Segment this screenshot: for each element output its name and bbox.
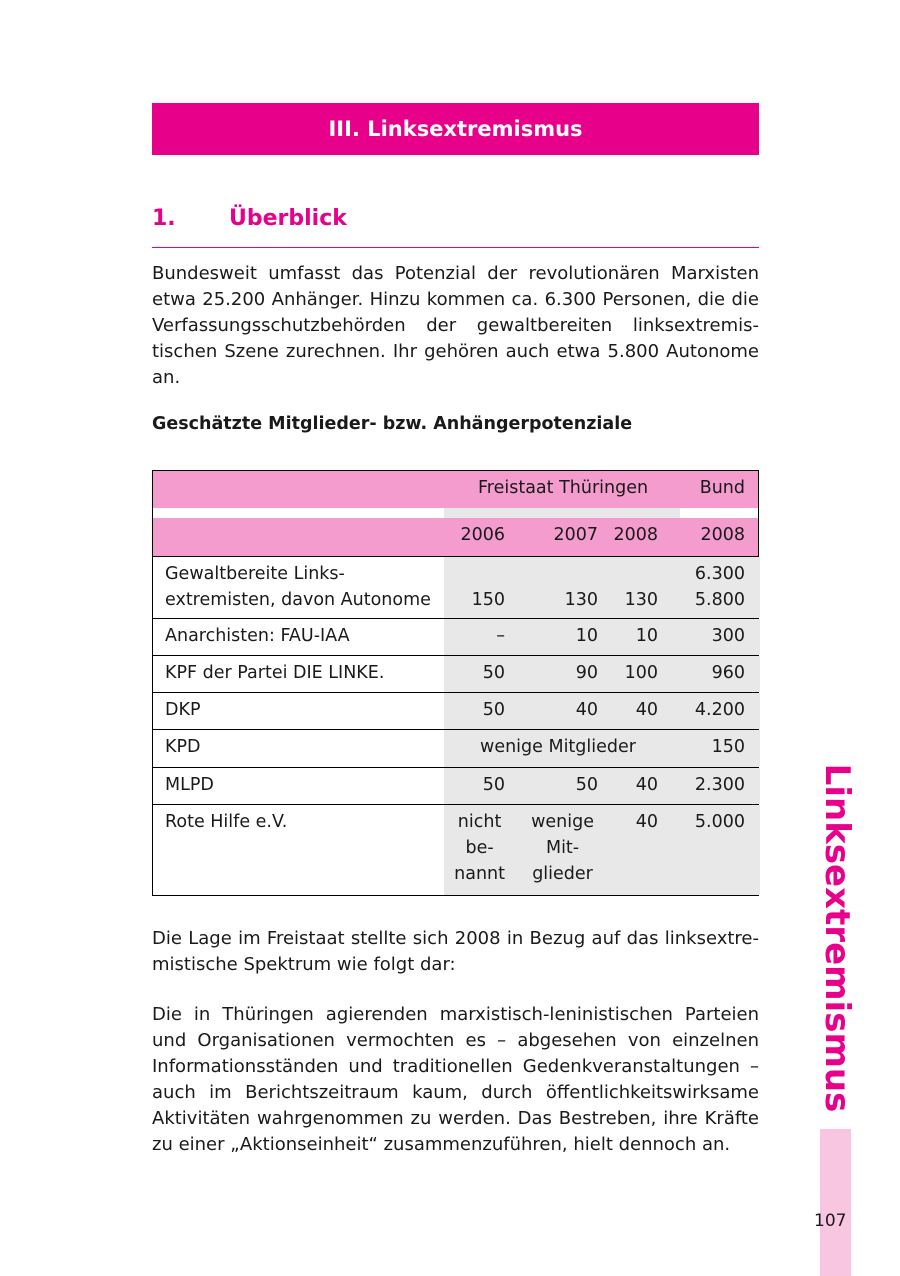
situation-paragraph: Die Lage im Freistaat stellte sich 2008 in Bezug auf das linksextre-mistische Spektrum wie folgt dar: — [152, 928, 759, 975]
cell-2006: 150 — [471, 590, 505, 610]
row-label: Rote Hilfe e.V. — [165, 812, 288, 832]
cell-2007: 130 — [564, 590, 598, 610]
page-number: 107 — [814, 1211, 847, 1231]
intro-paragraph: Bundesweit umfasst das Potenzial der revolutionären Marxisten etwa 25.200 Anhänger. Hinzu kommen ca. 6.300 Personen, die die Verfassungsschutzbehörden der gewaltbereiten linksextremis-tischen Szene zurechnen. Ihr gehören auch etwa 5.800 Autonome an. — [152, 263, 759, 388]
row-label: Gewaltbereite Links- extremisten, davon Autonome — [165, 564, 431, 610]
cell-2008: 130 — [624, 590, 658, 610]
row-label: Anarchisten: FAU-IAA — [165, 626, 350, 646]
membership-table — [152, 470, 759, 896]
chapter-banner — [152, 103, 759, 155]
cell-bund: 2.300 — [694, 775, 745, 795]
cell-2006: 50 — [482, 700, 505, 720]
table-row — [153, 557, 758, 619]
cell-bund: 4.200 — [694, 700, 745, 720]
table-row — [153, 805, 758, 895]
year-bund-2008: 2008 — [700, 525, 745, 545]
table-years-row — [153, 518, 758, 557]
section-number: 1. — [152, 206, 176, 231]
row-label: KPD — [165, 737, 201, 757]
table-row — [153, 693, 758, 730]
table-header-row — [153, 471, 758, 508]
chapter-title: III. Linksextremismus — [328, 117, 583, 141]
row-label: KPF der Partei DIE LINKE. — [165, 663, 385, 683]
table-caption: Geschätzte Mitglieder- bzw. Anhängerpotenziale — [152, 414, 633, 434]
row-label: MLPD — [165, 775, 214, 795]
cell-2006: 50 — [482, 775, 505, 795]
table-row — [153, 656, 758, 693]
cell-2007: wenige Mit- glieder — [531, 812, 594, 884]
cell-2008: 40 — [635, 775, 658, 795]
cell-2008: 100 — [624, 663, 658, 683]
year-2008: 2008 — [613, 525, 658, 545]
header-bund: Bund — [699, 478, 745, 498]
cell-2007: 90 — [575, 663, 598, 683]
parties-paragraph: Die in Thüringen agierenden marxistisch-leninistischen Parteien und Organisationen vermochten es – abgesehen von einzelnen Informationsständen und traditionellen Gedenkveranstaltungen – auch im Berichtszeitraum kaum, durch öffentlichkeitswirksame Aktivitäten wahrgenommen zu werden. Das Bestreben, ihre Kräfte zu einer „Aktionseinheit“ zusammenzuführen, hielt dennoch an. — [152, 1004, 759, 1155]
year-2007: 2007 — [553, 525, 598, 545]
cell-2007: 40 — [575, 700, 598, 720]
cell-2008: 40 — [635, 812, 658, 832]
cell-2008: 40 — [635, 700, 658, 720]
table-row — [153, 768, 758, 805]
section-heading — [152, 203, 759, 248]
cell-2007: 50 — [575, 775, 598, 795]
cell-bund: 300 — [711, 626, 745, 646]
cell-bund: 6.300 5.800 — [694, 564, 745, 610]
cell-2006: nicht be- nannt — [454, 812, 505, 884]
row-label: DKP — [165, 700, 201, 720]
cell-span-thueringen: wenige Mitglieder — [480, 737, 636, 757]
header-spacer — [153, 508, 758, 518]
sidebar-title: Linksextremismus — [817, 763, 857, 1113]
table-row — [153, 619, 758, 656]
cell-2007: 10 — [575, 626, 598, 646]
table-row — [153, 730, 758, 768]
cell-2006: – — [496, 626, 505, 646]
cell-bund: 150 — [711, 737, 745, 757]
header-freistaat: Freistaat Thüringen — [478, 478, 649, 498]
cell-bund: 960 — [711, 663, 745, 683]
cell-bund: 5.000 — [694, 812, 745, 832]
cell-2006: 50 — [482, 663, 505, 683]
section-title: Überblick — [229, 206, 347, 231]
sidebar-tab — [820, 1129, 851, 1276]
year-2006: 2006 — [460, 525, 505, 545]
cell-2008: 10 — [635, 626, 658, 646]
